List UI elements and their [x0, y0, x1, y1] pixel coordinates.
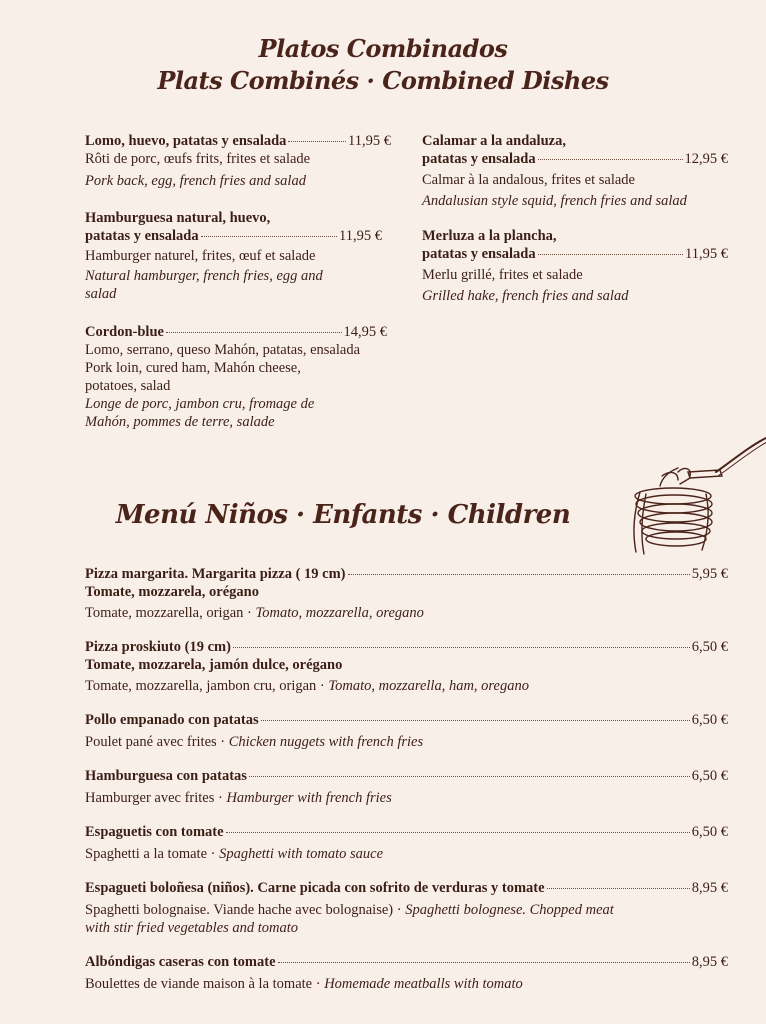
dish-desc-fr-line1: Longe de porc, jambon cru, fromage de — [85, 396, 315, 412]
dish-name-line1: Calamar a la andaluza, — [422, 133, 566, 149]
item-desc-fr: Spaghetti bolognaise. Viande hache avec bolognaise) · — [85, 902, 406, 918]
dish-price: 14,95 € — [343, 324, 387, 340]
dish-price: 11,95 € — [339, 228, 382, 244]
dish-desc-fr-line2: Mahón, pommes de terre, salade — [85, 414, 275, 430]
item-desc-en: Homemade meatballs with tomato — [324, 976, 523, 992]
dish-hamburguesa-natural — [85, 209, 382, 303]
item-price: 6,50 € — [691, 824, 728, 840]
dish-desc-fr: Rôti de porc, œufs frits, frites et salade — [85, 151, 311, 167]
dish-desc-en-line1: Pork loin, cured ham, Mahón cheese, — [85, 360, 301, 376]
dish-cordon-blue — [85, 323, 387, 431]
dish-name-line2: patatas y ensalada — [422, 246, 536, 262]
dish-lomo — [85, 132, 391, 190]
dish-name: Cordon-blue — [85, 324, 164, 340]
item-desc-fr: Poulet pané avec frites · — [85, 734, 229, 750]
kids-item-hamburguesa — [85, 767, 728, 807]
item-price: 8,95 € — [691, 954, 728, 970]
item-desc-en: Hamburger with french fries — [226, 790, 392, 806]
kids-item-albondigas — [85, 953, 728, 993]
fork-spaghetti-icon — [618, 432, 766, 557]
dish-desc-en-line2: salad — [85, 286, 117, 302]
dish-desc-en-line2: potatoes, salad — [85, 378, 171, 394]
item-price: 8,95 € — [691, 880, 728, 896]
item-price: 5,95 € — [691, 566, 728, 582]
item-name: Espagueti boloñesa (niños). Carne picada con sofrito de verduras y tomate — [85, 880, 545, 896]
item-desc-en: Spaghetti with tomato sauce — [219, 846, 384, 862]
kids-item-bolonesa — [85, 879, 728, 937]
dish-name-line2: patatas y ensalada — [85, 228, 199, 244]
item-desc-fr: Hamburger avec frites · — [85, 790, 227, 806]
item-name: Espaguetis con tomate — [85, 824, 224, 840]
item-price: 6,50 € — [691, 712, 728, 728]
item-desc-en: Chicken nuggets with french fries — [228, 734, 424, 750]
dish-desc-en-line1: Natural hamburger, french fries, egg and — [85, 268, 323, 284]
item-desc-fr: Tomate, mozzarella, jambon cru, origan · — [85, 678, 329, 694]
item-desc-fr: Tomate, mozzarella, origan · — [85, 605, 256, 621]
item-desc-en: Tomato, mozzarella, oregano — [255, 605, 424, 621]
item-desc-fr: Boulettes de viande maison à la tomate · — [85, 976, 325, 992]
kids-item-pizza-proskiuto — [85, 638, 728, 695]
kids-item-espaguetis-tomate — [85, 823, 728, 863]
dish-price: 12,95 € — [684, 151, 728, 167]
item-name: Pizza proskiuto (19 cm) — [85, 639, 231, 655]
item-price: 6,50 € — [691, 639, 728, 655]
dish-desc-en: Pork back, egg, french fries and salad — [85, 173, 306, 189]
kids-item-pizza-margarita — [85, 565, 728, 622]
dish-name-line2: patatas y ensalada — [422, 151, 536, 167]
dish-name: Lomo, huevo, patatas y ensalada — [85, 133, 287, 149]
item-name: Hamburguesa con patatas — [85, 768, 247, 784]
item-price: 6,50 € — [691, 768, 728, 784]
dish-desc-en: Grilled hake, french fries and salad — [422, 288, 629, 304]
dish-merluza — [422, 227, 728, 305]
section-title-combined-fr-en: Plats Combinés · Combined Dishes — [157, 66, 609, 95]
dish-name-line1: Merluza a la plancha, — [422, 228, 557, 244]
dish-desc-fr: Hamburger naturel, frites, œuf et salade — [85, 248, 316, 264]
item-desc-en: Tomato, mozzarella, ham, oregano — [328, 678, 529, 694]
item-name: Pizza margarita. Margarita pizza ( 19 cm) — [85, 566, 346, 582]
item-desc-en: Spaghetti bolognese. Chopped meat — [405, 902, 614, 918]
item-desc-en-line2: with stir fried vegetables and tomato — [85, 920, 299, 936]
dish-desc-es: Lomo, serrano, queso Mahón, patatas, ensalada — [85, 342, 361, 358]
dish-price: 11,95 € — [348, 133, 391, 149]
item-desc-fr: Spaghetti a la tomate · — [85, 846, 220, 862]
item-sub: Tomate, mozzarela, jamón dulce, orégano — [85, 657, 343, 673]
item-name: Albóndigas caseras con tomate — [85, 954, 276, 970]
kids-item-pollo — [85, 711, 728, 751]
dish-calamar — [422, 132, 728, 210]
dish-desc-fr: Merlu grillé, frites et salade — [422, 267, 583, 283]
dish-price: 11,95 € — [685, 246, 728, 262]
section-title-kids: Menú Niños · Enfants · Children — [115, 500, 571, 530]
section-title-combined-es: Platos Combinados — [258, 34, 508, 63]
item-sub: Tomate, mozzarela, orégano — [85, 584, 259, 600]
item-name: Pollo empanado con patatas — [85, 712, 259, 728]
dish-desc-en: Andalusian style squid, french fries and salad — [422, 193, 687, 209]
dish-name-line1: Hamburguesa natural, huevo, — [85, 210, 271, 226]
dish-desc-fr: Calmar à la andalous, frites et salade — [422, 172, 635, 188]
